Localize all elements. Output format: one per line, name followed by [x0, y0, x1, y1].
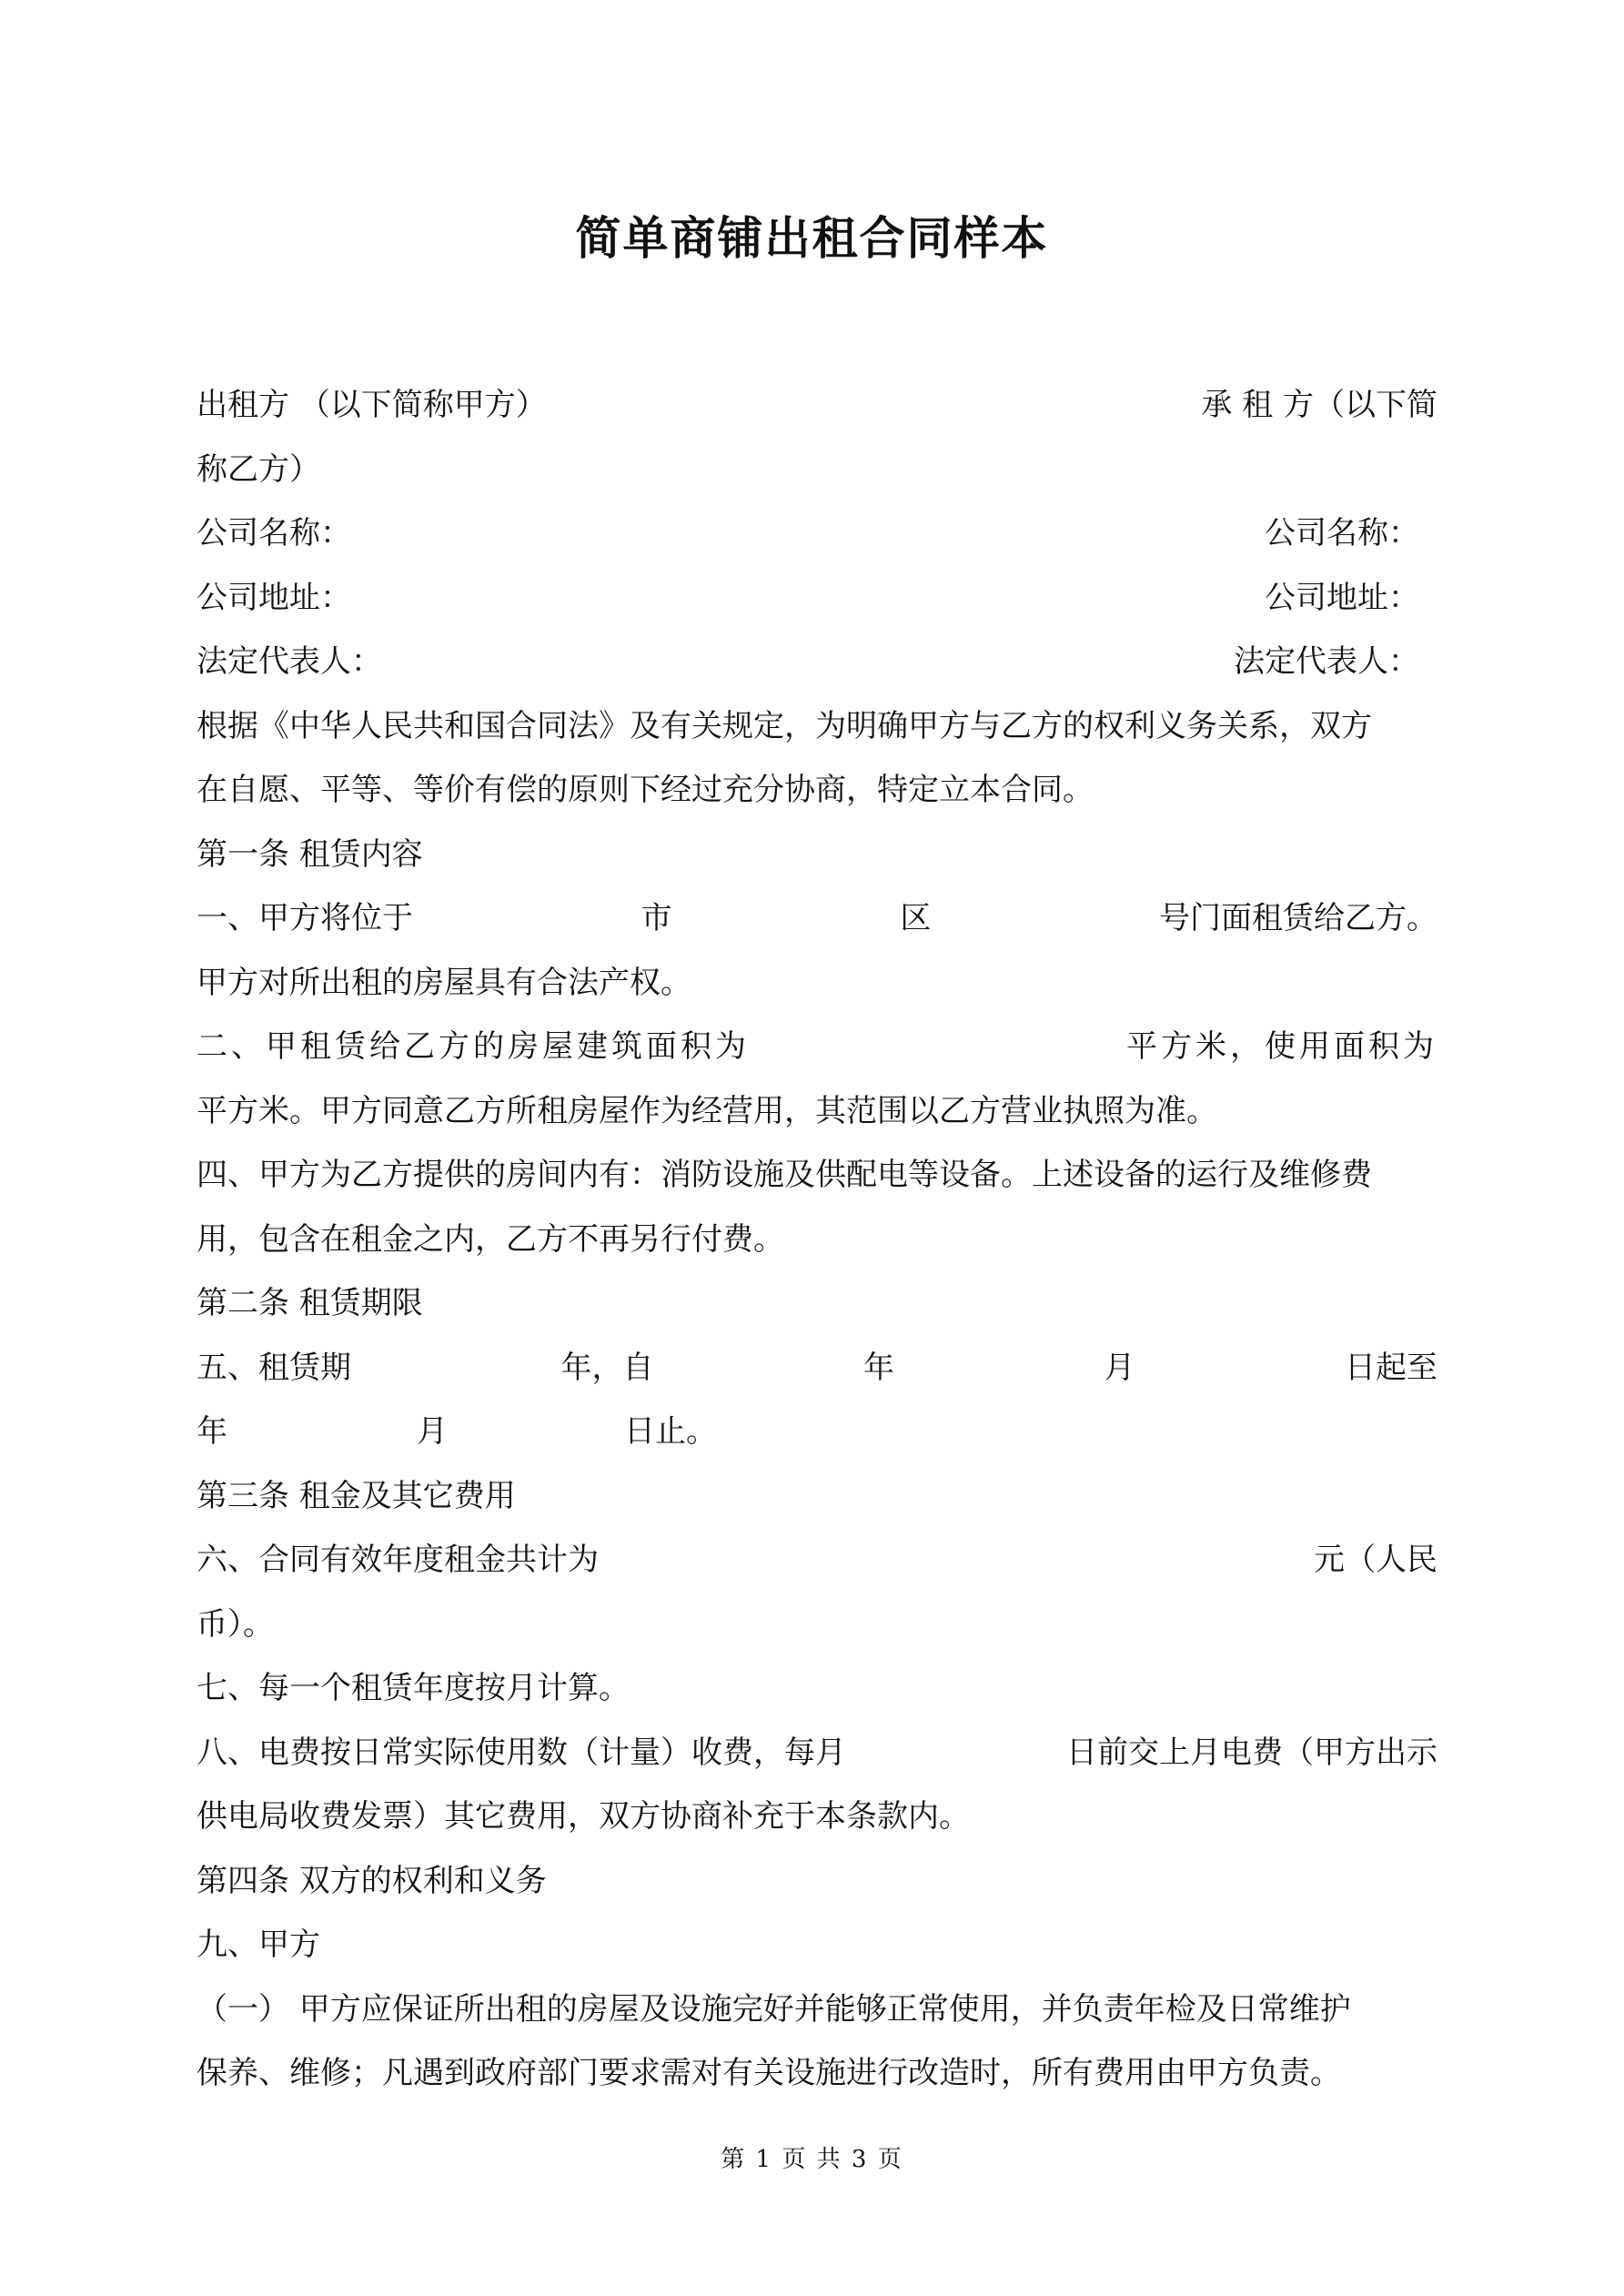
intro-line-2: 在自愿、平等、等价有偿的原则下经过充分协商，特定立本合同。	[197, 772, 1094, 808]
clause-5-part-g: 月	[417, 1413, 448, 1450]
contract-body	[197, 373, 1437, 2106]
clause-5-line-2	[197, 1400, 1437, 1464]
clause-1-part-c: 区	[900, 900, 932, 936]
company-address-line	[197, 566, 1437, 631]
clause-6-line-1	[197, 1528, 1437, 1593]
lessee-label-cont: 称乙方）	[197, 450, 320, 488]
company-name-line	[197, 501, 1437, 566]
clause-9: 九、甲方	[197, 1927, 320, 1963]
article-1-heading: 第一条 租赁内容	[197, 835, 423, 873]
parties-line-2	[197, 438, 1437, 502]
clause-8-line-2: 供电局收费发票）其它费用，双方协商补充于本条款内。	[197, 1798, 970, 1835]
legal-rep-line	[197, 630, 1437, 694]
clause-1-part-d: 号门面租赁给乙方。	[1158, 900, 1437, 936]
clause-6-part-a: 六、合同有效年度租金共计为	[197, 1542, 599, 1578]
article-4-heading: 第四条 双方的权利和义务	[197, 1862, 547, 1899]
clause-7: 七、每一个租赁年度按月计算。	[197, 1670, 630, 1706]
clause-5-line-1	[197, 1336, 1437, 1401]
lessor-legal-rep: 法定代表人：	[197, 643, 382, 680]
clause-1-part-a: 一、甲方将位于	[197, 900, 413, 936]
clause-2-line-2: 平方米。甲方同意乙方所租房屋作为经营用，其范围以乙方营业执照为准。	[197, 1092, 1217, 1129]
clause-8-part-a: 八、电费按日常实际使用数（计量）收费，每月	[197, 1734, 846, 1771]
lessee-company-address: 公司地址：	[1265, 579, 1419, 616]
clause-1-line-2: 甲方对所出租的房屋具有合法产权。	[197, 964, 691, 1001]
parties-line	[197, 373, 1437, 438]
lessor-company-name: 公司名称：	[197, 515, 351, 551]
clause-2-line-1	[197, 1015, 1437, 1079]
clause-5-part-e: 日起至	[1345, 1349, 1437, 1386]
clause-5-part-c: 年	[863, 1349, 894, 1386]
clause-6-part-b: 元（人民	[1314, 1542, 1437, 1578]
clause-2-part-a: 二、甲租赁给乙方的房屋建筑面积为	[197, 1028, 750, 1065]
clause-2-part-b: 平方米，使用面积为	[1126, 1028, 1437, 1065]
clause-1-part-b: 市	[641, 900, 672, 936]
sub-clause-1-line-1: （一） 甲方应保证所出租的房屋及设施完好并能够正常使用，并负责年检及日常维护	[197, 1990, 1351, 2028]
clause-5-part-a: 五、租赁期	[197, 1349, 351, 1386]
clause-4-line-1: 四、甲方为乙方提供的房间内有：消防设施及供配电等设备。上述设备的运行及维修费	[197, 1157, 1372, 1193]
clause-5-part-f: 年	[197, 1413, 227, 1450]
intro-line-1: 根据《中华人民共和国合同法》及有关规定，为明确甲方与乙方的权利义务关系，双方	[197, 707, 1372, 744]
lessee-label: 承 租 方（以下简	[1201, 387, 1437, 423]
clause-1-line-1	[197, 886, 1437, 951]
clause-6-line-2: 币）。	[197, 1605, 274, 1643]
article-3-heading: 第三条 租金及其它费用	[197, 1477, 516, 1514]
lessor-label: 出租方 （以下简称甲方）	[197, 387, 547, 423]
page-footer: 第 1 页 共 3 页	[721, 2146, 903, 2173]
lessor-company-address: 公司地址：	[197, 579, 351, 616]
clause-8-line-1	[197, 1721, 1437, 1785]
sub-clause-1-line-2: 保养、维修；凡遇到政府部门要求需对有关设施进行改造时，所有费用由甲方负责。	[197, 2055, 1341, 2091]
clause-5-part-b: 年，自	[560, 1349, 654, 1386]
clause-8-part-b: 日前交上月电费（甲方出示	[1066, 1734, 1437, 1771]
clause-5-part-d: 月	[1104, 1349, 1135, 1386]
article-2-heading: 第二条 租赁期限	[197, 1285, 423, 1321]
document-title: 简单商铺出租合同样本	[575, 211, 1049, 265]
lessee-company-name: 公司名称：	[1265, 515, 1419, 551]
lessee-legal-rep: 法定代表人：	[1234, 643, 1419, 680]
clause-5-part-h: 日止。	[624, 1413, 717, 1450]
clause-4-line-2: 用，包含在租金之内，乙方不再另行付费。	[197, 1220, 784, 1258]
